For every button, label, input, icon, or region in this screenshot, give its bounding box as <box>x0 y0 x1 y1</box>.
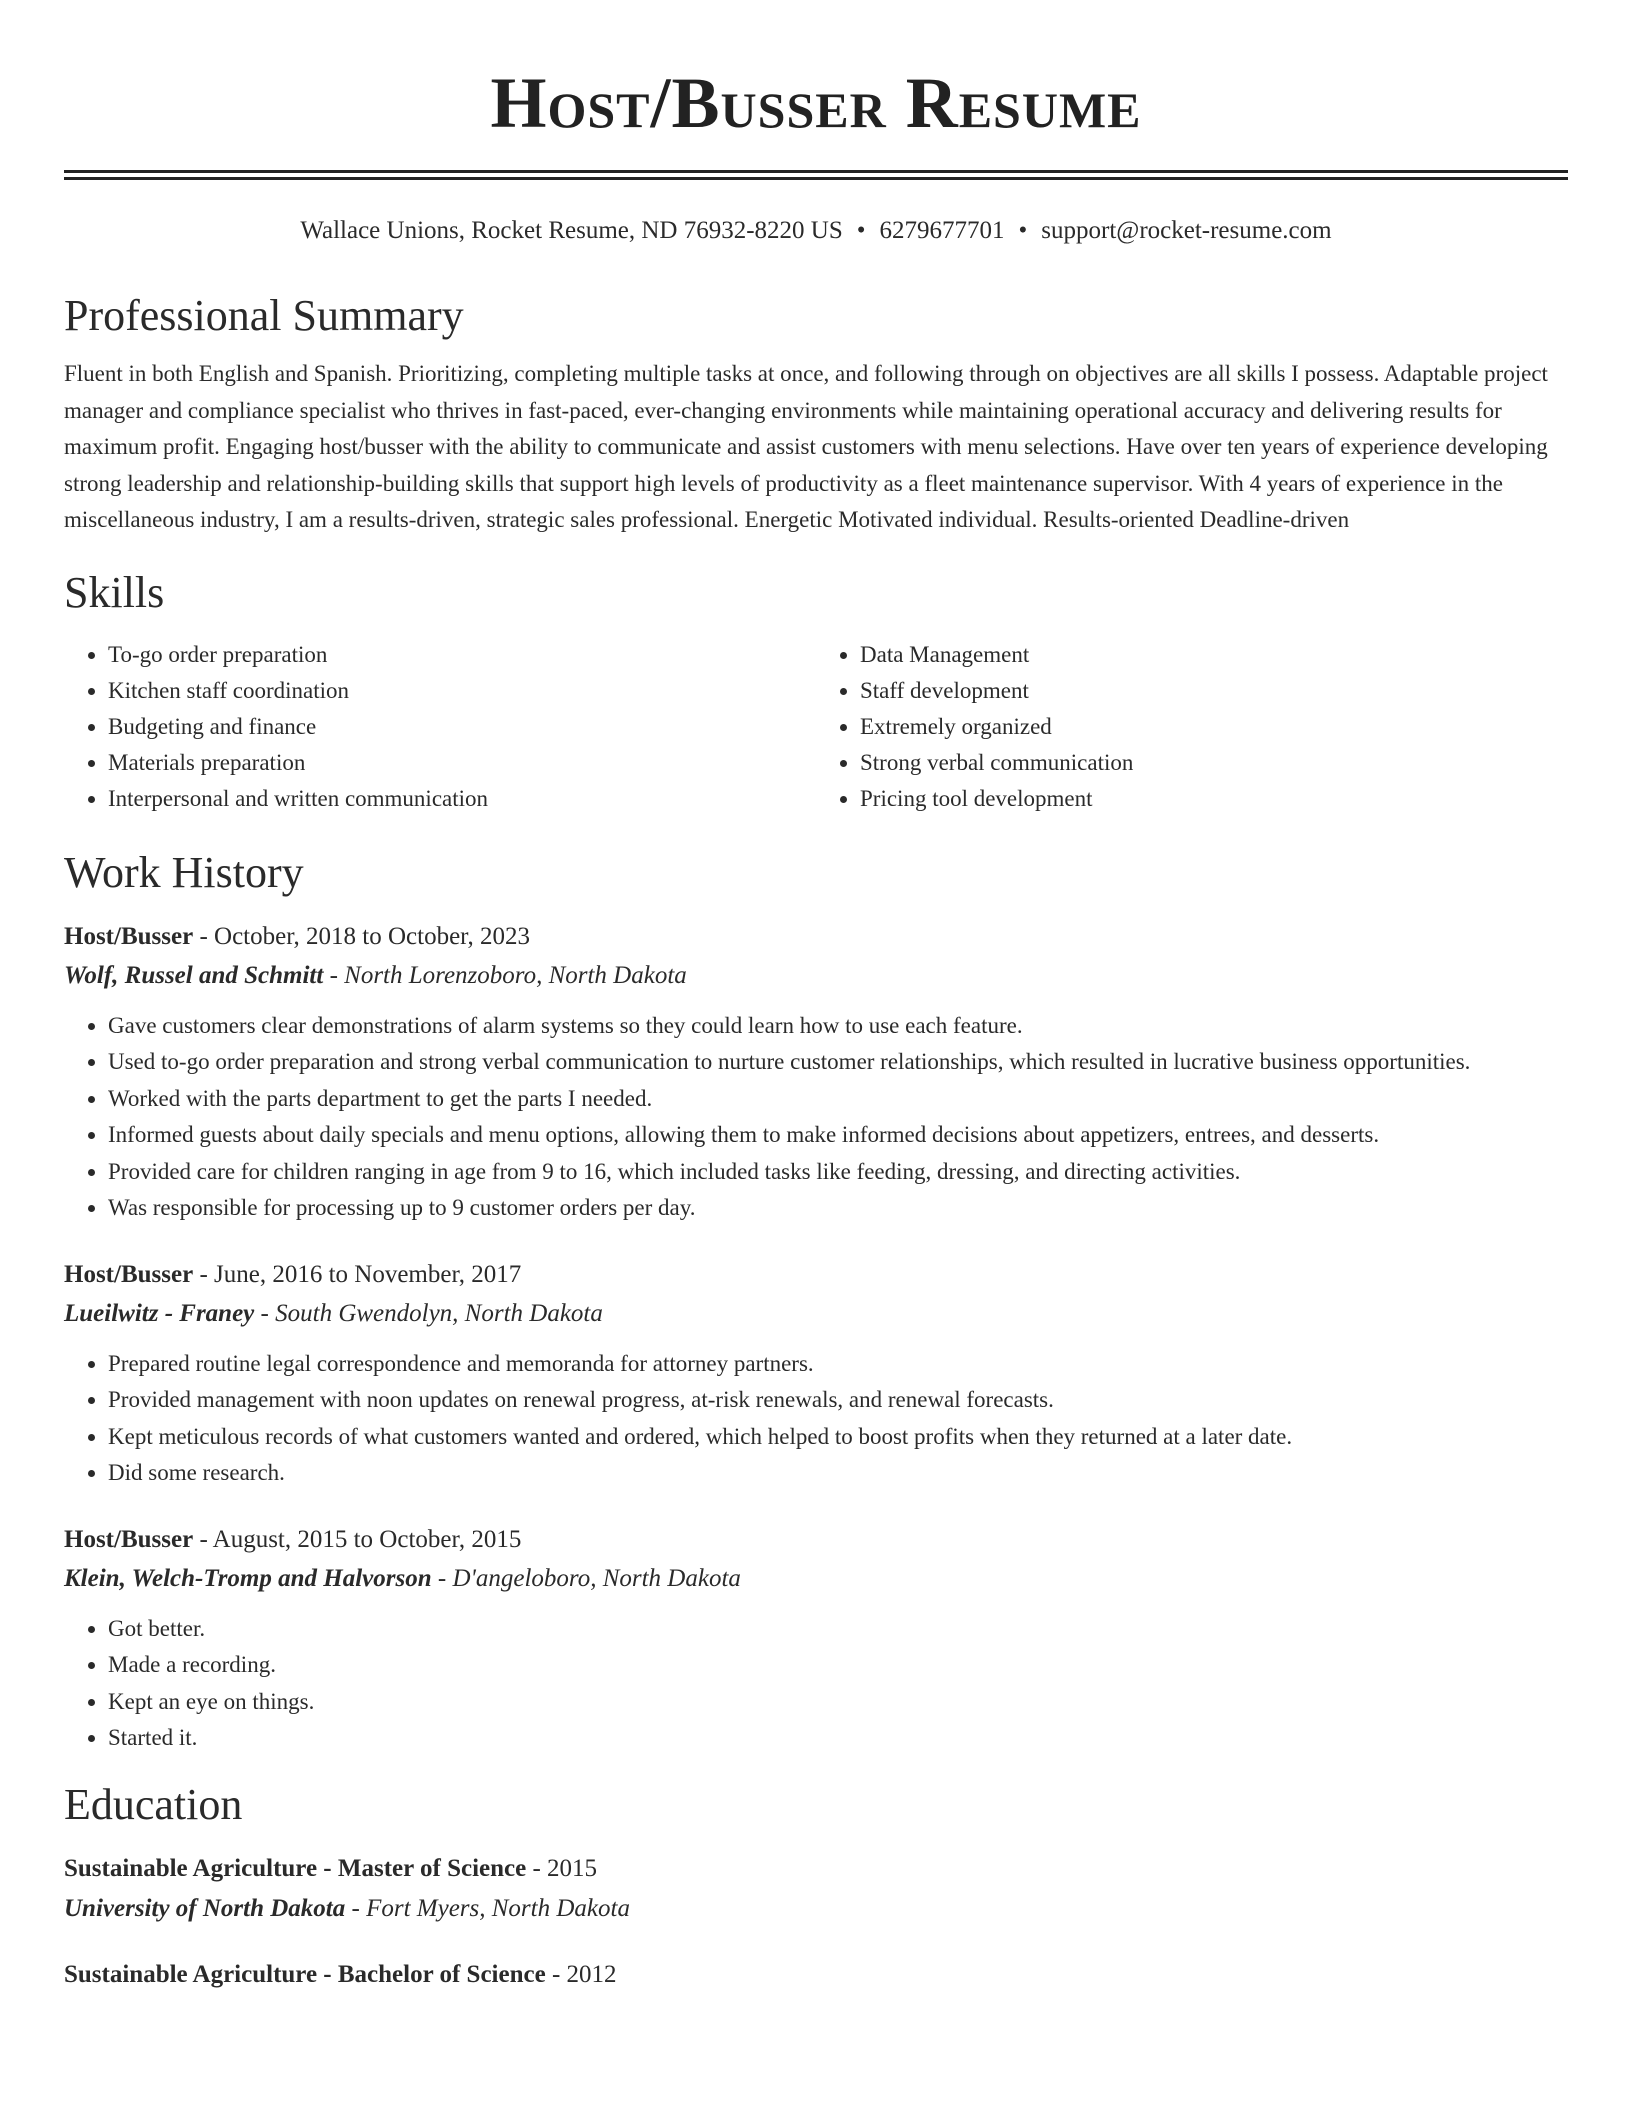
job-bullet: • Started it. <box>108 1720 1568 1757</box>
job-title: Host/Busser <box>64 1260 194 1288</box>
school-location: - Fort Myers, North Dakota <box>345 1894 630 1922</box>
contact-separator: • <box>856 217 866 244</box>
job-bullet: • Got better. <box>108 1611 1568 1648</box>
employer-location: - D'angeloboro, North Dakota <box>431 1564 741 1592</box>
job-entry <box>64 1522 1568 1757</box>
contact-line <box>64 214 1568 248</box>
job-dates: - June, 2016 to November, 2017 <box>193 1260 522 1288</box>
title-double-rule <box>64 170 1568 180</box>
skill-item: • Kitchen staff coordination <box>108 673 816 709</box>
employer-line <box>64 1561 1568 1597</box>
degree-line <box>64 1851 1568 1887</box>
education-heading: Education <box>64 1779 243 1829</box>
education-entry <box>64 1851 1568 1927</box>
skill-item: • Budgeting and finance <box>108 709 816 745</box>
job-bullets <box>64 1611 1568 1757</box>
job-bullets <box>64 1346 1568 1492</box>
contact-address: Wallace Unions, Rocket Resume, ND 76932-8220 US <box>300 217 843 244</box>
job-dates: - August, 2015 to October, 2015 <box>193 1525 522 1553</box>
job-bullet: • Did some research. <box>108 1455 1568 1492</box>
job-dates: - October, 2018 to October, 2023 <box>193 922 530 950</box>
job-title: Host/Busser <box>64 1525 194 1553</box>
education-entry <box>64 1957 1568 1993</box>
degree-year: - 2015 <box>526 1854 598 1882</box>
employer-location: - North Lorenzoboro, North Dakota <box>323 961 687 989</box>
school-line <box>64 1891 1568 1927</box>
work-history-heading: Work History <box>64 847 304 897</box>
job-bullet: • Made a recording. <box>108 1647 1568 1684</box>
skill-item: • Staff development <box>860 673 1568 709</box>
job-entry <box>64 919 1568 1227</box>
job-bullet: • Informed guests about daily specials and menu options, allowing them to make informed decisions about appetizers, entrees, and desserts. <box>108 1117 1568 1154</box>
job-title: Host/Busser <box>64 922 194 950</box>
contact-phone: 6279677701 <box>879 217 1005 244</box>
contact-email: support@rocket-resume.com <box>1041 217 1332 244</box>
contact-separator: • <box>1018 217 1028 244</box>
skill-item: • Strong verbal communication <box>860 745 1568 781</box>
employer-location: - South Gwendolyn, North Dakota <box>254 1299 603 1327</box>
job-title-line <box>64 1257 1568 1293</box>
employer-name: Klein, Welch-Tromp and Halvorson <box>64 1564 432 1592</box>
skills-grid <box>64 637 1568 817</box>
skills-list-right <box>816 637 1568 817</box>
job-title-line <box>64 919 1568 955</box>
job-bullet: • Prepared routine legal correspondence and memoranda for attorney partners. <box>108 1346 1568 1383</box>
job-entry <box>64 1257 1568 1492</box>
employer-line <box>64 1296 1568 1332</box>
employer-line <box>64 958 1568 994</box>
job-bullet: • Provided management with noon updates on renewal progress, at-risk renewals, and renewal forecasts. <box>108 1382 1568 1419</box>
job-bullet: • Provided care for children ranging in age from 9 to 16, which included tasks like feeding, dressing, and directing activities. <box>108 1154 1568 1191</box>
degree-line <box>64 1957 1568 1993</box>
job-bullet: • Used to-go order preparation and strong verbal communication to nurture customer relationships, which resulted in lucrative business opportunities. <box>108 1044 1568 1081</box>
degree-name: Sustainable Agriculture - Master of Science <box>64 1854 527 1882</box>
job-bullet: • Kept an eye on things. <box>108 1684 1568 1721</box>
skill-item: • To-go order preparation <box>108 637 816 673</box>
job-title-line <box>64 1522 1568 1558</box>
skill-item: • Data Management <box>860 637 1568 673</box>
summary-text: Fluent in both English and Spanish. Prioritizing, completing multiple tasks at once, and following through on objectives are all skills I possess. Adaptable project manager and compliance specialist who thrives in fast-paced, ever-changing environments while maintaining operational accuracy and delivering results for maximum profit. Engaging host/busser with the ability to communicate and assist customers with menu selections. Have over ten years of experience developing strong leadership and relationship-building skills that support high levels of productivity as a fleet maintenance supervisor. With 4 years of experience in the miscellaneous industry, I am a results-driven, strategic sales professional. Energetic Motivated individual. Results-oriented Deadline-driven <box>64 361 1548 532</box>
resume-title: Host/Busser Resume <box>490 63 1142 143</box>
skill-item: • Pricing tool development <box>860 781 1568 817</box>
skill-item: • Extremely organized <box>860 709 1568 745</box>
employer-name: Wolf, Russel and Schmitt <box>64 961 324 989</box>
degree-year: - 2012 <box>545 1960 617 1988</box>
job-bullet: • Was responsible for processing up to 9 customer orders per day. <box>108 1190 1568 1227</box>
job-bullets <box>64 1008 1568 1227</box>
skill-item: • Materials preparation <box>108 745 816 781</box>
job-bullet: • Kept meticulous records of what customers wanted and ordered, which helped to boost profits when they returned at a later date. <box>108 1419 1568 1456</box>
skills-list-left <box>64 637 816 817</box>
degree-name: Sustainable Agriculture - Bachelor of Science <box>64 1960 546 1988</box>
job-bullet: • Worked with the parts department to get the parts I needed. <box>108 1081 1568 1118</box>
employer-name: Lueilwitz - Franey <box>64 1299 255 1327</box>
summary-heading: Professional Summary <box>64 291 464 340</box>
school-name: University of North Dakota <box>64 1894 346 1922</box>
skills-heading: Skills <box>64 567 165 617</box>
job-bullet: • Gave customers clear demonstrations of alarm systems so they could learn how to use each feature. <box>108 1008 1568 1045</box>
skill-item: • Interpersonal and written communication <box>108 781 816 817</box>
